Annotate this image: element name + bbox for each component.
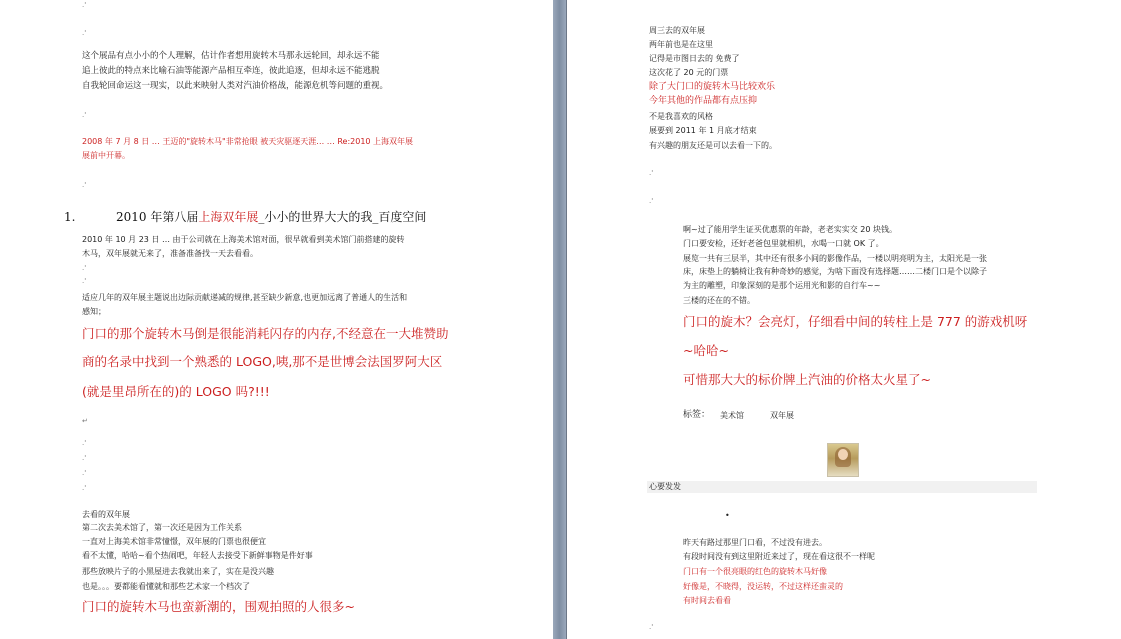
body-line: 也是。。。要都能看懂就和那些艺术家一个档次了 <box>82 582 250 591</box>
big-red-line: (就是里昂所在的)的 LOGO 吗?!!! <box>82 384 270 399</box>
big-red-line: 商的名录中找到一个熟悉的 LOGO,咦,那不是世博会法国罗阿大区 <box>82 354 443 369</box>
tags-label: 标签： <box>683 410 711 420</box>
body-line: 周三去的双年展 <box>649 26 705 35</box>
tag-link[interactable]: 美术馆 <box>720 411 744 420</box>
paragraph-line: 追上彼此的特点来比喻石油等能源产品相互牵连，彼此追逐，但却永远不能逃脱 <box>82 66 380 76</box>
list-number: 1. <box>64 210 76 224</box>
paragraph-mark: .' <box>649 623 654 631</box>
paragraph-mark: .' <box>82 111 87 119</box>
body-line: 三楼的还在的不错。 <box>683 296 755 305</box>
document-page-right[interactable] <box>566 0 1121 639</box>
paragraph-mark: .' <box>82 29 87 37</box>
body-line: 那些放映片子的小黑屋进去我就出来了，实在是没兴趣 <box>82 567 274 576</box>
big-red-line: 门口的那个旋转木马倒是很能消耗闪存的内存,不经意在一大堆赞助 <box>82 326 449 341</box>
body-line: 不是我喜欢的风格 <box>649 112 713 121</box>
paragraph-mark: .' <box>82 1 87 9</box>
date-line: 2010 年 10 月 23 日 … 由于公司就在上海美术馆对面，很早就看到美术馆门前搭建的旋转 <box>82 235 405 244</box>
comment-user-name[interactable]: 心要发发 <box>649 482 681 491</box>
date-line: 木马，双年展就无来了，准备准备找一天去看看。 <box>82 249 258 258</box>
heading-text: 2010 年第八届 <box>116 210 199 224</box>
heading-highlight: 上海双年展 <box>198 210 259 224</box>
paragraph-mark: .' <box>82 439 87 447</box>
red-line: 今年其他的作品都有点压抑 <box>649 96 758 106</box>
red-line: 除了大门口的旋转木马比较欢乐 <box>649 82 776 92</box>
comment-red-line: 有时间去看看 <box>683 596 731 605</box>
result-heading-link[interactable] <box>116 211 426 223</box>
paragraph-mark: .' <box>82 264 87 272</box>
body-line: 这次花了 20 元的门票 <box>649 68 729 77</box>
paragraph-mark: .' <box>82 277 87 285</box>
intro-line: 感知； <box>82 307 106 316</box>
body-line: 展览一共有三层半，其中还有很多小间的影像作品，一楼以明亮明为主，太阳光是一张 <box>683 254 987 263</box>
comment-user-bar <box>647 481 1037 493</box>
document-page-left[interactable] <box>0 0 553 639</box>
comment-line: 昨天有路过那里门口看，不过没有进去。 <box>683 538 827 547</box>
body-line: 记得是市图日去的 免费了 <box>649 54 740 63</box>
paragraph-mark: .' <box>82 469 87 477</box>
search-snippet-line: 2008 年 7 月 8 日 … 王迈的"旋转木马"非常抢眼 被天灾驱逐天涯… … Re:2010 上海双年展 <box>82 137 414 146</box>
comment-red-line: 门口有一个很亮眼的红色的旋转木马好像 <box>683 567 827 576</box>
body-line: 床，床垫上的躺椅让我有种奇妙的感觉，为啥下面没有选择题……二楼门口是个以除子 <box>683 267 987 276</box>
body-line: 啊~过了能用学生证买优惠票的年龄，老老实实交 20 块钱。 <box>683 225 897 234</box>
search-snippet-line: 展前中开幕。 <box>82 151 130 160</box>
body-line: 为主的雕塑，印象深刻的是那个运用光和影的自行车~~ <box>683 281 881 290</box>
paragraph-mark: .' <box>649 169 654 177</box>
paragraph-line: 这个展品有点小小的个人理解，估计作者想用旋转木马那永远轮回，却永远不能 <box>82 51 380 61</box>
comment-red-line: 好像是，不晓得，没运转，不过这样还蛮灵的 <box>683 582 843 591</box>
comment-line: 有段时间没有到这里附近来过了，现在看这很不一样呢 <box>683 552 875 561</box>
avatar-face <box>838 449 848 460</box>
body-line: 第二次去美术馆了，第一次还是因为工作关系 <box>82 523 242 532</box>
intro-line: 适应几年的双年展主题说出边际贡献递减的规律,甚至缺少新意,也更加远离了普通人的生活和 <box>82 293 408 302</box>
body-line: 一直对上海美术馆非常憧憬，双年展的门票也很便宜 <box>82 537 266 546</box>
tag-link[interactable]: 双年展 <box>770 411 794 420</box>
paragraph-mark: .' <box>82 484 87 492</box>
big-red-line: 门口的旋木？会亮灯，仔细看中间的转柱上是 777 的游戏机呀 <box>683 314 1028 329</box>
body-line: 去看的双年展 <box>82 510 130 519</box>
body-line: 有兴趣的朋友还是可以去看一下的。 <box>649 141 777 150</box>
user-avatar[interactable] <box>827 443 859 477</box>
big-red-line: 门口的旋转木马也蛮新潮的，围观拍照的人很多~ <box>82 599 355 614</box>
paragraph-mark: .' <box>82 454 87 462</box>
body-line: 展要到 2011 年 1 月底才结束 <box>649 126 757 135</box>
page-gap <box>553 0 566 639</box>
paragraph-mark: .' <box>82 181 87 189</box>
paragraph-line: 自我轮回命运这一现实，以此来映射人类对汽油价格战，能源危机等问题的重视。 <box>82 81 389 91</box>
body-line: 门口要安检，还好老爸包里就相机，水喝一口就 OK 了。 <box>683 239 884 248</box>
big-red-line: 可惜那大大的标价牌上汽油的价格太火星了~ <box>683 372 931 387</box>
body-line: 两年前也是在这里 <box>649 40 713 49</box>
heading-text: _小小的世界大大的我_百度空间 <box>258 210 427 224</box>
body-line: 看不太懂，哈哈~看个热闹吧，年轻人去接受下新鲜事物是件好事 <box>82 551 313 560</box>
paragraph-mark: .' <box>649 197 654 205</box>
big-red-line: ~哈哈~ <box>683 343 729 358</box>
paragraph-mark: ↵ <box>82 417 88 425</box>
bullet-icon: • <box>725 511 730 520</box>
